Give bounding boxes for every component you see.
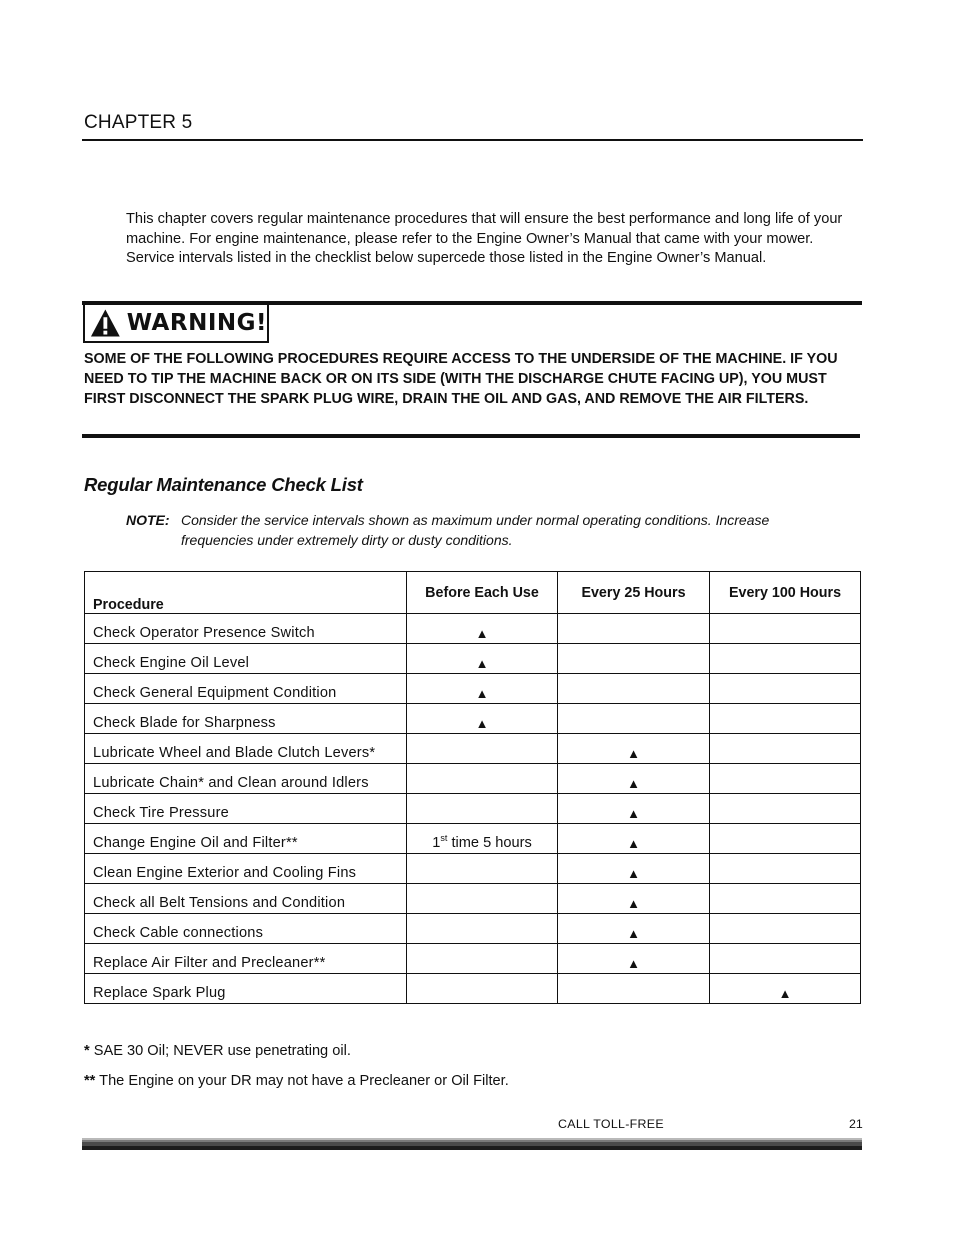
procedure-cell: Lubricate Chain* and Clean around Idlers	[85, 764, 407, 794]
intro-paragraph: This chapter covers regular maintenance procedures that will ensure the best performance and long life of your machine. For engine maintenance, please refer to the Engine Owner’s Manual that came with your mower. Service intervals listed in the checklist below supercede those listed in the Engine Owner’s Manual.	[126, 211, 843, 267]
note-label: NOTE:	[126, 512, 170, 528]
note-text-1: Consider the service intervals shown as maximum under normal operating conditions. Increase	[181, 512, 770, 528]
warning-bottom-rule	[82, 434, 860, 438]
table-row	[85, 794, 861, 824]
footer-bar	[82, 1138, 862, 1150]
table-row	[85, 974, 861, 1004]
procedure-cell: Replace Spark Plug	[85, 974, 407, 1004]
procedure-cell: Replace Air Filter and Precleaner**	[85, 944, 407, 974]
every-100-hours-cell	[710, 614, 861, 644]
page-number: 21	[849, 1117, 863, 1131]
footnote-2-text: The Engine on your DR may not have a Precleaner or Oil Filter.	[95, 1073, 509, 1089]
procedure-cell: Check all Belt Tensions and Condition	[85, 884, 407, 914]
every-25-hours-cell: ▲	[558, 824, 710, 854]
warning-triangle-icon	[90, 308, 121, 338]
procedure-cell: Check Cable connections	[85, 914, 407, 944]
column-header-every-100-hours: Every 100 Hours	[710, 572, 861, 614]
column-header-every-25-hours: Every 25 Hours	[558, 572, 710, 614]
every-25-hours-cell: ▲	[558, 734, 710, 764]
section-title: Regular Maintenance Check List	[84, 474, 363, 495]
every-100-hours-cell	[710, 854, 861, 884]
before-each-use-cell	[407, 944, 558, 974]
before-each-use-cell	[407, 914, 558, 944]
chapter-rule	[82, 139, 863, 141]
every-25-hours-cell: ▲	[558, 854, 710, 884]
table-row	[85, 734, 861, 764]
table-row	[85, 704, 861, 734]
every-100-hours-cell	[710, 734, 861, 764]
every-100-hours-cell	[710, 764, 861, 794]
every-100-hours-cell	[710, 644, 861, 674]
every-100-hours-cell	[710, 944, 861, 974]
procedure-cell: Clean Engine Exterior and Cooling Fins	[85, 854, 407, 884]
procedure-cell: Check General Equipment Condition	[85, 674, 407, 704]
before-each-use-cell	[407, 884, 558, 914]
footnote-2	[84, 1073, 509, 1089]
before-each-use-cell: ▲	[407, 674, 558, 704]
before-each-use-cell	[407, 734, 558, 764]
maintenance-table	[84, 571, 861, 1004]
before-each-use-cell: ▲	[407, 614, 558, 644]
before-each-use-cell	[407, 764, 558, 794]
every-100-hours-cell	[710, 704, 861, 734]
table-header-row	[85, 572, 861, 614]
ordinal-suffix: st	[440, 833, 448, 844]
every-25-hours-cell	[558, 974, 710, 1004]
first-time-text: time 5 hours	[447, 835, 532, 851]
every-100-hours-cell	[710, 674, 861, 704]
footnote-1-marker: *	[84, 1043, 90, 1059]
every-25-hours-cell	[558, 614, 710, 644]
footnote-1	[84, 1043, 351, 1059]
every-100-hours-cell	[710, 824, 861, 854]
column-header-procedure: Procedure	[85, 572, 407, 614]
procedure-cell: Change Engine Oil and Filter**	[85, 824, 407, 854]
before-each-use-cell: ▲	[407, 704, 558, 734]
every-100-hours-cell	[710, 794, 861, 824]
first-number: 1	[432, 835, 441, 851]
table-row	[85, 764, 861, 794]
every-100-hours-cell: ▲	[710, 974, 861, 1004]
footer-call-toll-free: CALL TOLL-FREE	[558, 1117, 664, 1131]
every-25-hours-cell: ▲	[558, 884, 710, 914]
every-25-hours-cell: ▲	[558, 794, 710, 824]
note-line-2: frequencies under extremely dirty or dusty conditions.	[181, 532, 513, 548]
before-each-use-cell	[407, 974, 558, 1004]
note-line-1	[126, 510, 856, 530]
every-25-hours-cell	[558, 674, 710, 704]
footnote-2-marker: **	[84, 1073, 96, 1089]
every-25-hours-cell	[558, 704, 710, 734]
chapter-heading: CHAPTER 5	[84, 112, 193, 133]
table-row	[85, 614, 861, 644]
every-25-hours-cell	[558, 644, 710, 674]
warning-badge	[83, 303, 269, 343]
procedure-cell: Check Blade for Sharpness	[85, 704, 407, 734]
every-25-hours-cell: ▲	[558, 944, 710, 974]
table-row	[85, 854, 861, 884]
procedure-cell: Check Engine Oil Level	[85, 644, 407, 674]
procedure-cell: Check Operator Presence Switch	[85, 614, 407, 644]
before-each-use-cell: ▲	[407, 644, 558, 674]
before-each-use-cell	[407, 824, 558, 854]
footnote-1-text: SAE 30 Oil; NEVER use penetrating oil.	[89, 1043, 351, 1059]
table-row	[85, 674, 861, 704]
procedure-cell: Check Tire Pressure	[85, 794, 407, 824]
before-each-use-cell	[407, 794, 558, 824]
warning-label: WARNING!	[126, 310, 267, 336]
note	[126, 510, 856, 550]
table-row	[85, 944, 861, 974]
every-100-hours-cell	[710, 914, 861, 944]
procedure-cell: Lubricate Wheel and Blade Clutch Levers*	[85, 734, 407, 764]
every-25-hours-cell: ▲	[558, 764, 710, 794]
every-100-hours-cell	[710, 884, 861, 914]
table-row	[85, 884, 861, 914]
table-row	[85, 824, 861, 854]
every-25-hours-cell: ▲	[558, 914, 710, 944]
before-each-use-cell	[407, 854, 558, 884]
warning-text: SOME OF THE FOLLOWING PROCEDURES REQUIRE ACCESS TO THE UNDERSIDE OF THE MACHINE. IF YOU NEED TO TIP THE MACHINE BACK OR ON ITS SIDE (WITH THE DISCHARGE CHUTE FACING UP), YOU MUST FIRST DISCONNECT THE SPARK PLUG WIRE, DRAIN THE OIL AND GAS, AND REMOVE THE AIR FILTERS.	[84, 351, 838, 407]
table-row	[85, 914, 861, 944]
table-row	[85, 644, 861, 674]
column-header-before-each-use: Before Each Use	[407, 572, 558, 614]
